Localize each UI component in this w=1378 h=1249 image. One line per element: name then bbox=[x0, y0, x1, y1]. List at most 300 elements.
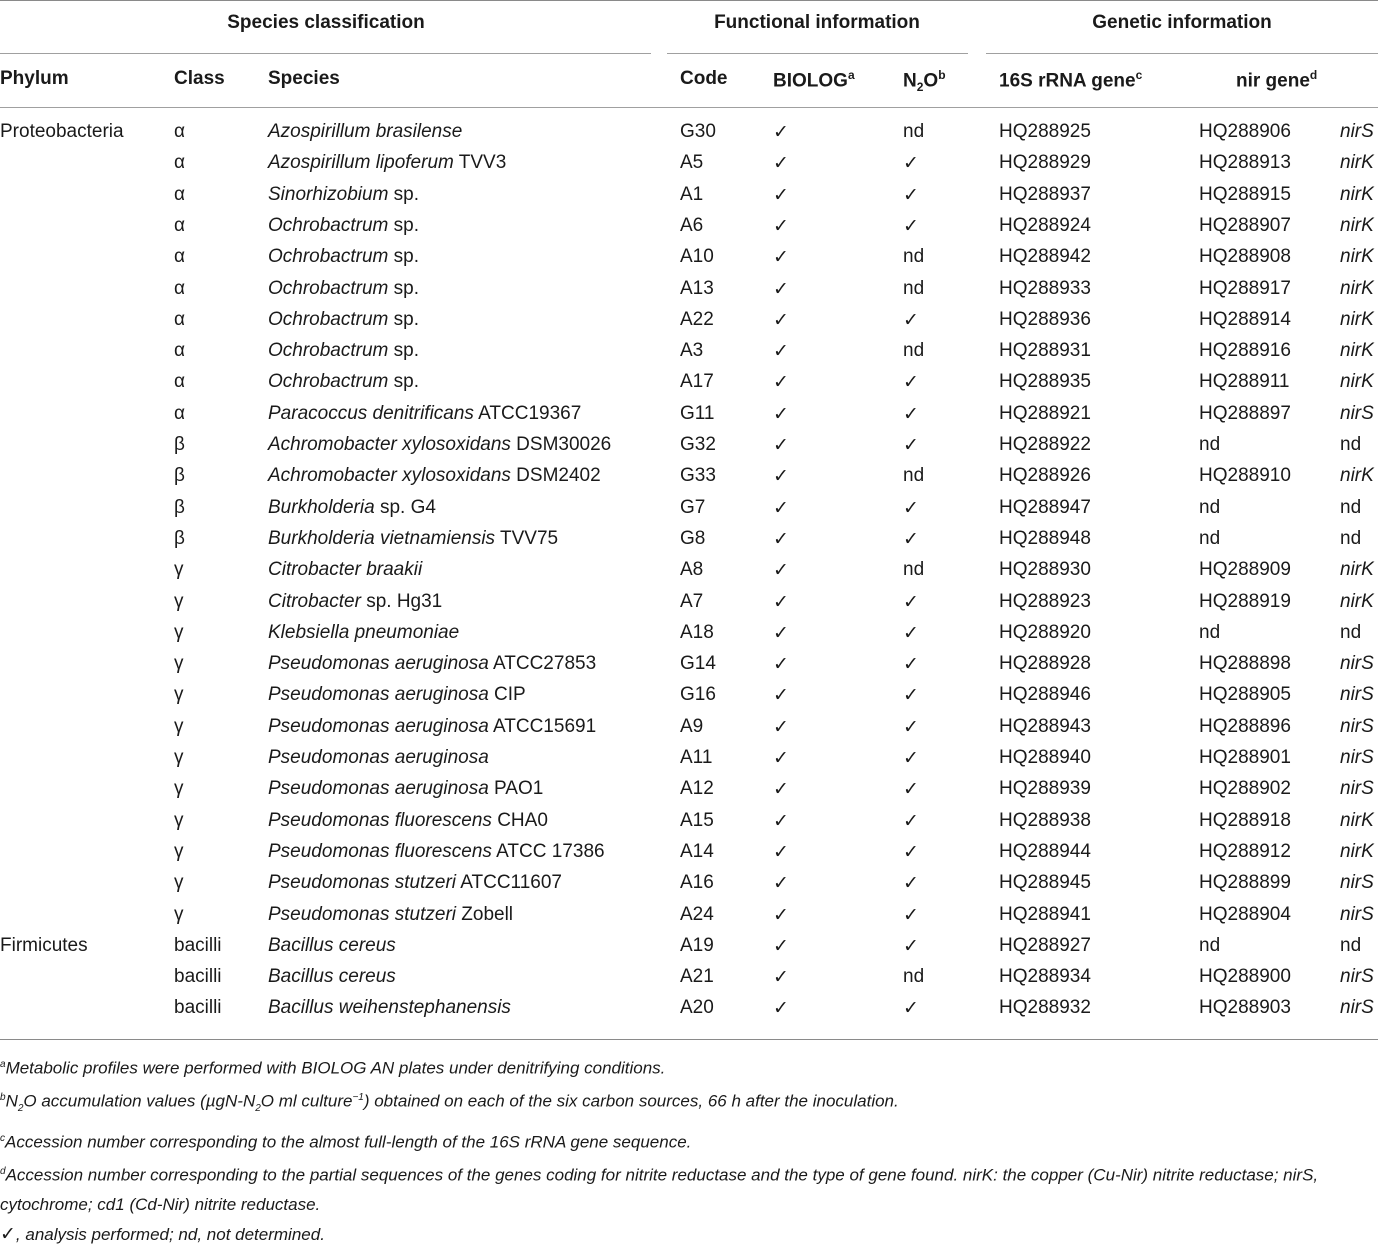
cell-nir-acc: HQ288918 bbox=[1199, 809, 1291, 831]
check-icon: ✓ bbox=[773, 966, 789, 989]
col-header-nir-gene: nir gene$^d$ bbox=[1236, 68, 1318, 92]
cell-nir-acc: HQ288907 bbox=[1199, 214, 1291, 236]
table-row bbox=[0, 180, 1378, 211]
cell-class: γ bbox=[174, 684, 184, 706]
species-name: Bacillus cereus bbox=[268, 966, 396, 988]
cell-nir-acc: HQ288919 bbox=[1199, 590, 1291, 612]
cell-n2o: nd bbox=[903, 340, 925, 362]
species-name: Pseudomonas aeruginosa bbox=[268, 684, 489, 706]
table-row bbox=[0, 806, 1378, 837]
cell-species bbox=[268, 434, 611, 456]
cell-class: β bbox=[174, 496, 185, 518]
cell-rrna: HQ288924 bbox=[999, 214, 1091, 236]
check-icon: ✓ bbox=[773, 559, 789, 582]
table-row bbox=[0, 618, 1378, 649]
table-row bbox=[0, 367, 1378, 398]
cell-code: A10 bbox=[680, 246, 714, 268]
cell-nir-type: nirK bbox=[1340, 840, 1374, 862]
check-icon: ✓ bbox=[903, 747, 919, 769]
cell-code: G7 bbox=[680, 496, 706, 518]
cell-code: G33 bbox=[680, 465, 716, 487]
check-icon: ✓ bbox=[903, 183, 919, 206]
cell-species bbox=[268, 246, 419, 268]
cell-nir-acc: HQ288903 bbox=[1199, 997, 1291, 1019]
species-name: Klebsiella pneumoniae bbox=[268, 621, 460, 643]
cell-rrna: HQ288932 bbox=[999, 997, 1091, 1019]
cell-nir-type: nirS bbox=[1340, 778, 1374, 800]
cell-class: γ bbox=[174, 872, 184, 894]
check-icon: ✓ bbox=[903, 840, 919, 863]
strain-label: Zobell bbox=[456, 903, 514, 925]
check-icon: ✓ bbox=[773, 340, 789, 363]
cell-class: β bbox=[174, 434, 185, 455]
check-icon: ✓ bbox=[903, 152, 919, 175]
cell-rrna: HQ288930 bbox=[999, 559, 1091, 581]
cell-class: β bbox=[174, 465, 185, 487]
strain-label: ATCC27853 bbox=[488, 653, 597, 675]
species-name: Pseudomonas aeruginosa bbox=[268, 715, 489, 737]
cell-species bbox=[268, 121, 462, 143]
cell-rrna: HQ288944 bbox=[999, 840, 1091, 862]
cell-nir-type: nirS bbox=[1340, 715, 1374, 737]
group-underline-functional bbox=[667, 53, 968, 54]
cell-code: A20 bbox=[680, 997, 714, 1019]
footnote-d: $^d$Accession number corresponding to the partial sequences of the genes coding for nitrite reductase and the type of gene found. nirK: the copper (Cu-Nir) nitrite reductase; nirS, cytochrome; cd1 (Cd-Nir) nitrite reductase. bbox=[0, 1165, 1319, 1215]
cell-nir-acc: HQ288904 bbox=[1199, 903, 1291, 925]
check-icon: ✓ bbox=[773, 183, 789, 206]
cell-code: A16 bbox=[680, 872, 714, 894]
cell-code: G32 bbox=[680, 434, 716, 455]
col-header-biolog: BIOLOG$^a$ bbox=[773, 68, 855, 92]
cell-rrna: HQ288945 bbox=[999, 872, 1091, 894]
check-icon: ✓ bbox=[903, 715, 919, 738]
cell-species bbox=[268, 935, 396, 957]
cell-code: G14 bbox=[680, 653, 716, 675]
cell-rrna: HQ288923 bbox=[999, 590, 1091, 612]
cell-nir-acc: nd bbox=[1199, 434, 1221, 455]
strain-label: sp. bbox=[388, 183, 420, 205]
check-icon: ✓ bbox=[903, 214, 919, 237]
check-icon: ✓ bbox=[773, 434, 789, 456]
strain-label: CIP bbox=[488, 684, 526, 706]
cell-code: A9 bbox=[680, 715, 704, 737]
cell-nir-acc: HQ288910 bbox=[1199, 465, 1291, 487]
table-row bbox=[0, 868, 1378, 899]
cell-species bbox=[268, 559, 422, 581]
cell-class: α bbox=[174, 214, 185, 236]
cell-species bbox=[268, 591, 442, 613]
check-icon: ✓ bbox=[773, 778, 789, 801]
cell-class: γ bbox=[174, 747, 184, 768]
strain-label: ATCC11607 bbox=[456, 872, 562, 894]
check-icon: ✓ bbox=[903, 903, 919, 926]
table-row bbox=[0, 211, 1378, 242]
table-row bbox=[0, 993, 1378, 1024]
cell-class: γ bbox=[174, 840, 184, 862]
table-row bbox=[0, 399, 1378, 430]
table-row bbox=[0, 117, 1378, 148]
cell-rrna: HQ288943 bbox=[999, 715, 1091, 737]
strain-label: sp. bbox=[388, 340, 419, 362]
cell-class: γ bbox=[174, 590, 184, 612]
cell-code: G16 bbox=[680, 684, 716, 706]
strain-label: sp. Hg31 bbox=[360, 590, 443, 612]
check-icon: ✓ bbox=[903, 809, 919, 832]
table-row bbox=[0, 680, 1378, 711]
cell-nir-acc: HQ288908 bbox=[1199, 246, 1291, 268]
cell-code: A7 bbox=[680, 590, 704, 612]
cell-nir-type: nirS bbox=[1340, 653, 1374, 675]
species-name: Achromobacter xylosoxidans bbox=[268, 465, 511, 487]
table-row bbox=[0, 900, 1378, 931]
cell-rrna: HQ288935 bbox=[999, 371, 1091, 393]
species-name: Ochrobactrum bbox=[268, 246, 389, 268]
strain-label: sp. bbox=[388, 277, 419, 299]
table-row bbox=[0, 774, 1378, 805]
species-name: Pseudomonas fluorescens bbox=[268, 840, 492, 862]
cell-species bbox=[268, 371, 419, 393]
check-icon: ✓ bbox=[773, 684, 789, 707]
cell-nir-acc: HQ288914 bbox=[1199, 308, 1291, 330]
check-icon: ✓ bbox=[773, 214, 789, 237]
cell-n2o: nd bbox=[903, 465, 925, 487]
cell-nir-type: nirK bbox=[1340, 340, 1374, 362]
cell-nir-type: nd bbox=[1340, 621, 1362, 643]
cell-species bbox=[268, 184, 419, 206]
table-row bbox=[0, 274, 1378, 305]
check-icon: ✓ bbox=[773, 152, 789, 175]
cell-nir-acc: nd bbox=[1199, 621, 1221, 643]
cell-species bbox=[268, 810, 548, 832]
cell-nir-acc: HQ288901 bbox=[1199, 747, 1291, 768]
cell-rrna: HQ288938 bbox=[999, 809, 1091, 831]
cell-nir-type: nirS bbox=[1340, 684, 1374, 706]
cell-nir-type: nirK bbox=[1340, 277, 1374, 299]
cell-nir-type: nirK bbox=[1340, 152, 1374, 174]
species-name: Bacillus cereus bbox=[268, 934, 396, 956]
check-icon: ✓ bbox=[773, 402, 789, 425]
species-name: Ochrobactrum bbox=[268, 308, 389, 330]
footnote-a: $^a$Metabolic profiles were performed with BIOLOG AN plates under denitrifying conditions. bbox=[0, 1058, 666, 1078]
cell-rrna: HQ288936 bbox=[999, 308, 1091, 330]
cell-rrna: HQ288941 bbox=[999, 903, 1091, 925]
species-name: Pseudomonas stutzeri bbox=[268, 872, 456, 894]
cell-nir-acc: HQ288912 bbox=[1199, 840, 1291, 862]
cell-nir-type: nirS bbox=[1340, 121, 1374, 142]
cell-n2o: nd bbox=[903, 121, 925, 142]
check-icon: ✓ bbox=[773, 809, 789, 832]
cell-class: α bbox=[174, 183, 185, 205]
table-row bbox=[0, 743, 1378, 774]
cell-code: G8 bbox=[680, 527, 706, 549]
check-icon: ✓ bbox=[773, 371, 789, 394]
cell-nir-type: nirK bbox=[1340, 214, 1374, 236]
col-header-16s-rrna: 16S rRNA gene$^c$ bbox=[999, 68, 1143, 92]
cell-class: γ bbox=[174, 903, 184, 925]
cell-nir-acc: nd bbox=[1199, 496, 1221, 518]
strain-label: DSM2402 bbox=[510, 465, 601, 487]
cell-n2o: nd bbox=[903, 966, 925, 988]
cell-nir-type: nirK bbox=[1340, 371, 1374, 393]
check-icon: ✓ bbox=[903, 934, 919, 957]
table-row bbox=[0, 493, 1378, 524]
col-header-class: Class bbox=[174, 68, 225, 89]
cell-rrna: HQ288939 bbox=[999, 778, 1091, 800]
check-icon: ✓ bbox=[903, 590, 919, 613]
cell-nir-acc: HQ288916 bbox=[1199, 340, 1291, 362]
cell-nir-acc: HQ288913 bbox=[1199, 152, 1291, 174]
cell-nir-acc: HQ288906 bbox=[1199, 121, 1291, 142]
cell-rrna: HQ288920 bbox=[999, 621, 1091, 643]
cell-code: G30 bbox=[680, 121, 716, 142]
check-icon: ✓ bbox=[773, 840, 789, 863]
cell-nir-acc: HQ288905 bbox=[1199, 684, 1291, 706]
cell-class: α bbox=[174, 121, 185, 142]
footnotes bbox=[0, 1050, 1378, 1249]
species-name: Pseudomonas aeruginosa bbox=[268, 653, 489, 675]
table-row bbox=[0, 712, 1378, 743]
cell-code: A21 bbox=[680, 966, 714, 988]
cell-nir-type: nirS bbox=[1340, 903, 1374, 925]
strain-label: sp. bbox=[388, 246, 419, 268]
species-name: Ochrobactrum bbox=[268, 277, 389, 299]
cell-code: A24 bbox=[680, 903, 714, 925]
cell-class: α bbox=[174, 308, 185, 330]
cell-nir-type: nirS bbox=[1340, 966, 1374, 988]
cell-rrna: HQ288948 bbox=[999, 527, 1091, 549]
cell-nir-type: nd bbox=[1340, 496, 1362, 518]
group-species-classification: Species classification bbox=[227, 12, 425, 33]
cell-rrna: HQ288940 bbox=[999, 747, 1091, 768]
species-name: Citrobacter bbox=[268, 590, 361, 612]
check-icon: ✓ bbox=[903, 653, 919, 676]
check-icon: ✓ bbox=[903, 371, 919, 394]
cell-phylum: Proteobacteria bbox=[0, 121, 124, 142]
cell-rrna: HQ288942 bbox=[999, 246, 1091, 268]
cell-nir-type: nirK bbox=[1340, 183, 1374, 205]
cell-rrna: HQ288931 bbox=[999, 340, 1091, 362]
cell-code: A19 bbox=[680, 934, 714, 956]
cell-code: A22 bbox=[680, 308, 714, 330]
cell-n2o: nd bbox=[903, 246, 925, 268]
cell-n2o: nd bbox=[903, 559, 925, 581]
cell-nir-type: nd bbox=[1340, 527, 1362, 549]
cell-code: A1 bbox=[680, 183, 704, 205]
species-name: Azospirillum lipoferum bbox=[268, 152, 454, 174]
cell-species bbox=[268, 778, 543, 800]
footnote-c: $^c$Accession number corresponding to the almost full-length of the 16S rRNA gene sequence. bbox=[0, 1132, 692, 1152]
cell-rrna: HQ288933 bbox=[999, 277, 1091, 299]
check-icon: ✓ bbox=[773, 496, 789, 519]
cell-rrna: HQ288928 bbox=[999, 653, 1091, 675]
cell-rrna: HQ288926 bbox=[999, 465, 1091, 487]
table-row bbox=[0, 837, 1378, 868]
table-row bbox=[0, 305, 1378, 336]
cell-class: bacilli bbox=[174, 966, 222, 988]
strain-label: DSM30026 bbox=[510, 434, 612, 455]
cell-class: γ bbox=[174, 621, 184, 643]
check-icon: ✓ bbox=[773, 997, 789, 1020]
cell-species bbox=[268, 528, 558, 550]
cell-species bbox=[268, 997, 511, 1019]
cell-code: A12 bbox=[680, 778, 714, 800]
cell-code: G11 bbox=[680, 402, 715, 424]
species-name: Ochrobactrum bbox=[268, 340, 389, 362]
col-header-n2o: $N_2O^b$ bbox=[903, 68, 946, 95]
cell-class: γ bbox=[174, 715, 184, 737]
species-name: Pseudomonas stutzeri bbox=[268, 903, 456, 925]
cell-class: α bbox=[174, 402, 185, 424]
cell-nir-type: nirS bbox=[1340, 402, 1374, 424]
check-icon: ✓ bbox=[903, 684, 919, 707]
col-header-phylum: Phylum bbox=[0, 68, 69, 89]
group-underline-species bbox=[0, 53, 651, 54]
cell-nir-type: nd bbox=[1340, 934, 1362, 956]
table-row bbox=[0, 962, 1378, 993]
cell-class: α bbox=[174, 340, 185, 362]
cell-nir-acc: nd bbox=[1199, 934, 1221, 956]
cell-class: γ bbox=[174, 778, 184, 800]
strain-label: sp. bbox=[388, 214, 419, 236]
species-name: Ochrobactrum bbox=[268, 371, 389, 393]
cell-class: α bbox=[174, 371, 185, 393]
cell-rrna: HQ288937 bbox=[999, 183, 1091, 205]
cell-species bbox=[268, 497, 436, 519]
cell-class: γ bbox=[174, 559, 184, 581]
check-icon: ✓ bbox=[903, 308, 919, 331]
cell-nir-type: nirK bbox=[1340, 308, 1374, 330]
check-icon: ✓ bbox=[773, 903, 789, 926]
strain-label: sp. bbox=[388, 371, 419, 393]
species-name: Sinorhizobium bbox=[268, 183, 389, 205]
species-name: Bacillus weihenstephanensis bbox=[268, 997, 511, 1019]
cell-species bbox=[268, 872, 562, 894]
strain-label: TVV3 bbox=[453, 152, 507, 174]
cell-rrna: HQ288929 bbox=[999, 152, 1091, 174]
cell-code: A8 bbox=[680, 559, 704, 581]
cell-species bbox=[268, 465, 601, 487]
cell-species bbox=[268, 747, 489, 769]
cell-nir-acc: HQ288902 bbox=[1199, 778, 1291, 800]
strain-label: sp. bbox=[388, 308, 419, 330]
cell-species bbox=[268, 278, 419, 300]
cell-species bbox=[268, 309, 419, 331]
check-icon: ✓ bbox=[773, 747, 789, 769]
check-icon: ✓ bbox=[903, 621, 919, 644]
cell-species bbox=[268, 716, 596, 738]
cell-nir-acc: HQ288898 bbox=[1199, 653, 1291, 675]
cell-class: α bbox=[174, 152, 185, 174]
cell-nir-acc: HQ288915 bbox=[1199, 183, 1291, 205]
cell-class: α bbox=[174, 277, 185, 299]
cell-nir-type: nirK bbox=[1340, 559, 1374, 581]
cell-class: bacilli bbox=[174, 997, 222, 1019]
table-row bbox=[0, 649, 1378, 680]
cell-rrna: HQ288922 bbox=[999, 434, 1091, 455]
cell-species bbox=[268, 152, 506, 174]
cell-nir-acc: HQ288900 bbox=[1199, 966, 1291, 988]
cell-nir-acc: HQ288899 bbox=[1199, 872, 1291, 894]
table-row bbox=[0, 242, 1378, 273]
check-icon: ✓ bbox=[773, 527, 789, 550]
check-icon: ✓ bbox=[903, 872, 919, 895]
strain-label: CHA0 bbox=[491, 809, 548, 831]
check-icon: ✓ bbox=[903, 402, 919, 425]
cell-code: A3 bbox=[680, 340, 704, 362]
cell-code: A17 bbox=[680, 371, 714, 393]
check-icon: ✓ bbox=[773, 246, 789, 269]
cell-nir-type: nirK bbox=[1340, 809, 1374, 831]
table-row bbox=[0, 587, 1378, 618]
cell-n2o: nd bbox=[903, 277, 925, 299]
species-name: Azospirillum brasilense bbox=[268, 121, 463, 142]
species-name: Burkholderia vietnamiensis bbox=[268, 527, 496, 549]
cell-species bbox=[268, 904, 513, 926]
col-header-species: Species bbox=[268, 68, 340, 89]
cell-nir-type: nirS bbox=[1340, 997, 1374, 1019]
cell-phylum: Firmicutes bbox=[0, 934, 88, 956]
footnote-legend: ✓, analysis performed; nd, not determined. bbox=[0, 1222, 325, 1245]
cell-nir-type: nirS bbox=[1340, 872, 1374, 894]
table-row bbox=[0, 430, 1378, 461]
strain-label: TVV75 bbox=[495, 527, 559, 549]
cell-rrna: HQ288947 bbox=[999, 496, 1091, 518]
cell-nir-type: nirK bbox=[1340, 465, 1374, 487]
species-name: Pseudomonas aeruginosa bbox=[268, 747, 489, 768]
check-icon: ✓ bbox=[773, 277, 789, 300]
check-icon: ✓ bbox=[773, 621, 789, 644]
group-genetic-information: Genetic information bbox=[1092, 12, 1272, 33]
check-icon: ✓ bbox=[903, 434, 919, 456]
check-icon: ✓ bbox=[773, 715, 789, 738]
cell-code: A18 bbox=[680, 621, 714, 643]
check-icon: ✓ bbox=[773, 308, 789, 331]
cell-rrna: HQ288925 bbox=[999, 121, 1091, 142]
check-icon: ✓ bbox=[903, 778, 919, 801]
species-name: Pseudomonas fluorescens bbox=[268, 809, 492, 831]
cell-species bbox=[268, 622, 459, 644]
species-name: Achromobacter xylosoxidans bbox=[268, 434, 511, 455]
top-rule bbox=[0, 0, 1378, 1]
table-row bbox=[0, 461, 1378, 492]
cell-rrna: HQ288921 bbox=[999, 402, 1091, 424]
strain-label: sp. G4 bbox=[374, 496, 436, 518]
bottom-rule bbox=[0, 1039, 1378, 1040]
cell-class: β bbox=[174, 527, 185, 549]
cell-code: A13 bbox=[680, 277, 714, 299]
cell-class: γ bbox=[174, 653, 184, 675]
check-icon: ✓ bbox=[903, 496, 919, 519]
cell-nir-type: nirK bbox=[1340, 246, 1374, 268]
species-name: Ochrobactrum bbox=[268, 214, 389, 236]
check-icon: ✓ bbox=[773, 934, 789, 957]
check-icon: ✓ bbox=[773, 121, 789, 143]
cell-nir-acc: HQ288896 bbox=[1199, 715, 1291, 737]
footnote-b: $^bN_2O$ accumulation values ($\mu gN-N_2O$ ml culture$^{-1}$) obtained on each of the six carbon sources, 66 h after the inoculation. bbox=[0, 1091, 899, 1115]
cell-class: α bbox=[174, 246, 185, 268]
cell-species bbox=[268, 966, 396, 988]
cell-class: bacilli bbox=[174, 934, 222, 956]
check-icon: ✓ bbox=[773, 590, 789, 613]
cell-species bbox=[268, 684, 526, 706]
table-row bbox=[0, 931, 1378, 962]
strain-label: ATCC15691 bbox=[488, 715, 597, 737]
check-icon: ✓ bbox=[773, 653, 789, 676]
strain-label: ATCC19367 bbox=[473, 402, 582, 424]
cell-code: A11 bbox=[680, 747, 713, 768]
check-icon: ✓ bbox=[773, 872, 789, 895]
cell-species bbox=[268, 340, 419, 362]
